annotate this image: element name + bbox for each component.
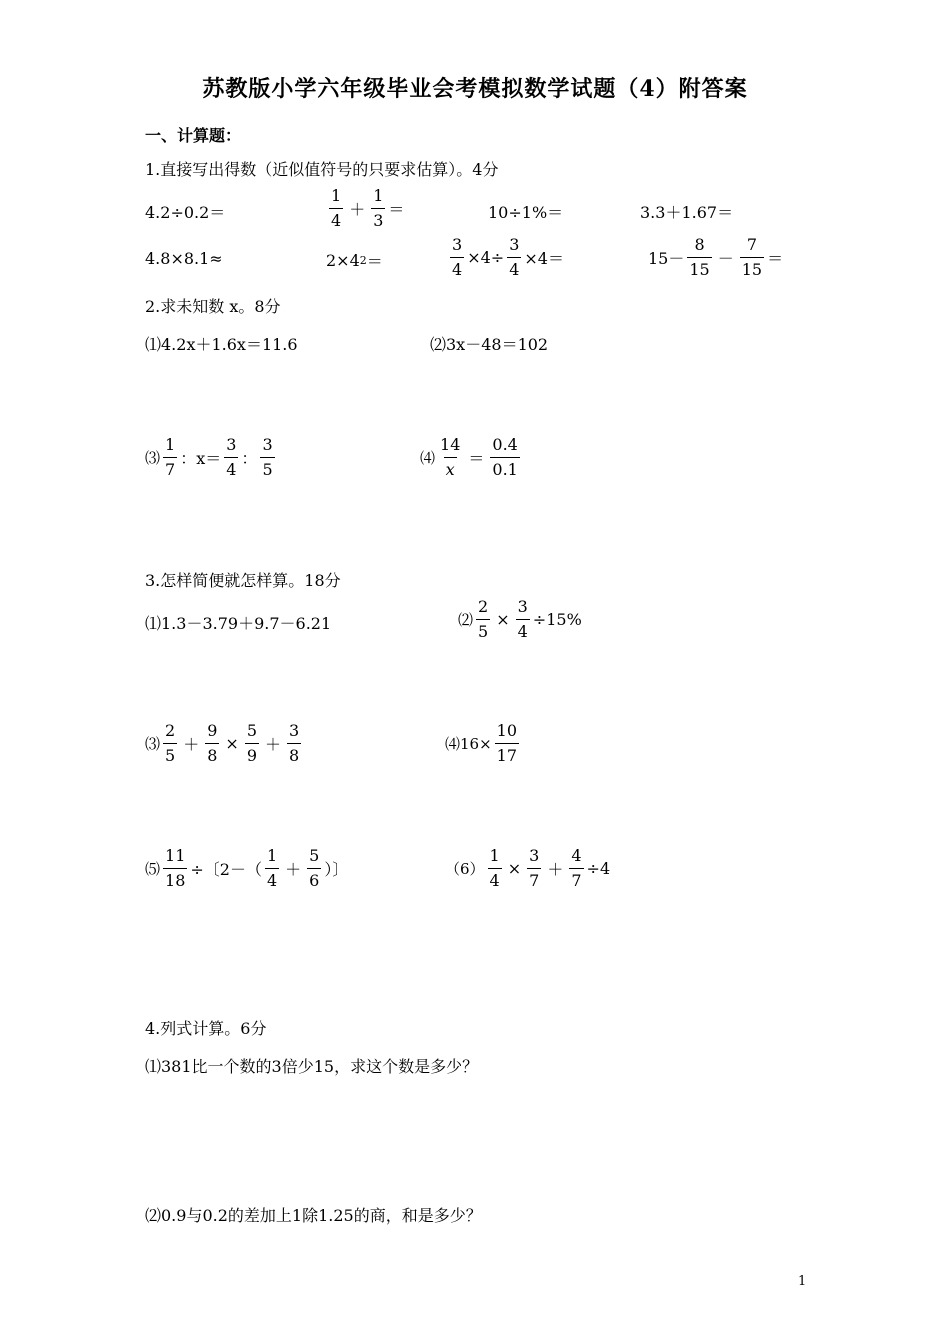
fraction: $\frac{4}{7}$ — [571, 846, 582, 890]
q1-item-c: 10÷1%＝ — [488, 203, 564, 222]
fraction: $\frac{5}{6}$ — [309, 846, 320, 890]
fraction: $\frac{2}{5}$ — [478, 597, 489, 641]
q4-problem-2: ⑵0.9与0.2的差加上1除1.25的商，和是多少？ — [145, 1206, 482, 1225]
fraction: $\frac{2}{5}$ — [165, 721, 176, 765]
fraction: $\frac{3}{8}$ — [289, 721, 300, 765]
fraction: $\frac{3}{7}$ — [529, 846, 540, 890]
q2-problem-3: ⑶ $\frac{1}{7}$ ：x＝ $\frac{3}{4}$ ： $\frac{3}{5}$ — [145, 435, 273, 479]
fraction: $\frac{8}{15}$ — [689, 235, 710, 279]
fraction: $\frac{1}{3}$ — [373, 186, 384, 230]
q2-problem-2: ⑵3x－48＝102 — [430, 335, 549, 354]
page-number: 1 — [798, 1274, 807, 1289]
q4-problem-1: ⑴381比一个数的3倍少15，求这个数是多少？ — [145, 1057, 479, 1076]
q3-problem-1: ⑴1.3－3.79＋9.7－6.21 — [145, 614, 332, 633]
fraction: $\frac{3}{4}$ — [509, 235, 520, 279]
fraction: $\frac{10}{17}$ — [496, 721, 518, 765]
q1-item-h: 15－ $\frac{8}{15}$ － $\frac{7}{15}$ ＝ — [648, 235, 784, 279]
q3-heading: 3.怎样简便就怎样算。18分 — [145, 571, 341, 590]
fraction: $\frac{3}{5}$ — [262, 435, 273, 479]
fraction: $\frac{3}{4}$ — [226, 435, 237, 479]
fraction: $\frac{7}{15}$ — [741, 235, 763, 279]
q1-item-b: $\frac{1}{4}$ ＋ $\frac{1}{3}$ ＝ — [331, 186, 405, 230]
q2-heading: 2.求未知数 x。8分 — [145, 297, 281, 316]
q3-problem-6: （6） $\frac{1}{4}$ × $\frac{3}{7}$ ＋ $\frac{4}{7}$ ÷4 — [445, 846, 611, 890]
q3-problem-3: ⑶ $\frac{2}{5}$ ＋ $\frac{9}{8}$ × $\frac{5}{9}$ ＋ $\frac{3}{8}$ — [145, 721, 300, 765]
q1-item-d: 3.3＋1.67＝ — [640, 203, 734, 222]
q1-item-e: 4.8×8.1≈ — [145, 249, 223, 268]
section-heading: 一、计算题： — [145, 126, 242, 145]
q3-problem-5: ⑸ $\frac{11}{18}$ ÷〔2－（ $\frac{1}{4}$ ＋ $\frac{5}{6}$ ）〕 — [145, 846, 349, 890]
q3-problem-4: ⑷16× $\frac{10}{17}$ — [445, 721, 518, 765]
q2-problem-1: ⑴4.2x＋1.6x＝11.6 — [145, 335, 298, 354]
q4-heading: 4.列式计算。6分 — [145, 1019, 267, 1038]
fraction: $\frac{1}{4}$ — [331, 186, 342, 230]
fraction: $\frac{1}{4}$ — [266, 846, 278, 890]
fraction: $\frac{9}{8}$ — [207, 721, 218, 765]
fraction: $\frac{1}{4}$ — [489, 846, 500, 890]
q1-item-a: 4.2÷0.2＝ — [145, 203, 226, 222]
q3-problem-2: ⑵ $\frac{2}{5}$ × $\frac{3}{4}$ ÷15% — [458, 597, 582, 641]
fraction: $\frac{0.4}{0.1}$ — [492, 435, 518, 479]
fraction: $\frac{11}{18}$ — [165, 846, 186, 890]
fraction: $\frac{3}{4}$ — [517, 597, 528, 641]
fraction: $\frac{3}{4}$ — [452, 235, 463, 279]
q1-heading: 1.直接写出得数（近似值符号的只要求估算）。4分 — [145, 160, 499, 179]
q1-item-g: $\frac{3}{4}$ ×4÷ $\frac{3}{4}$ ×4＝ — [452, 235, 564, 279]
q2-problem-4: ⑷ $\frac{14}{x}$ ＝ $\frac{0.4}{0.1}$ — [420, 435, 518, 479]
fraction: $\frac{1}{7}$ — [165, 435, 176, 479]
fraction: $\frac{5}{9}$ — [246, 721, 257, 765]
q1-item-f: 2×4 2 ＝ — [326, 251, 383, 271]
fraction: $\frac{14}{x}$ — [440, 435, 461, 479]
page-title: 苏教版小学六年级毕业会考模拟数学试题（4）附答案 — [202, 76, 748, 102]
